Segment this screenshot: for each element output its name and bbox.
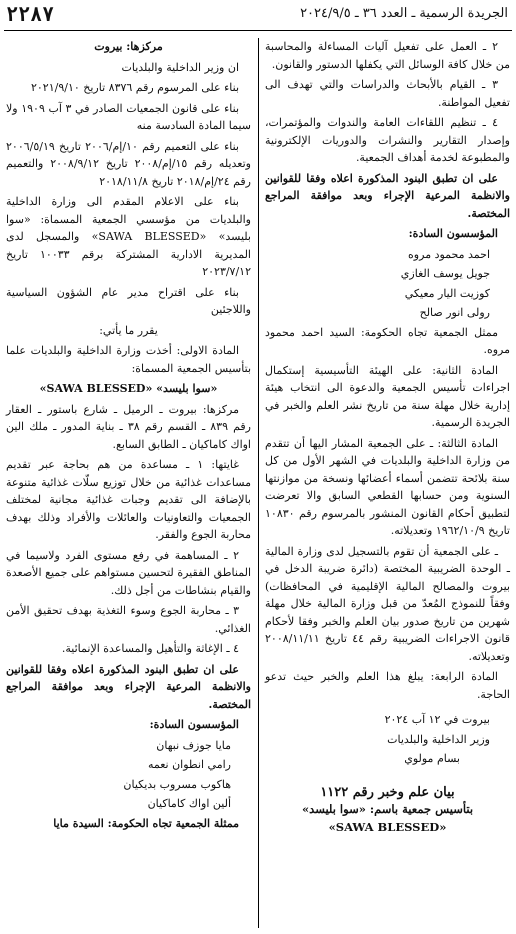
founder-name: هاكوب مسروب بديكيان xyxy=(123,777,231,791)
preamble-4: بناء على التعميم رقم ١٠/إم/٢٠٠٦ تاريخ ٢٠٠٦/٥/١٩ وتعديله رقم ١٥/إم/٢٠٠٨ تاريخ ٢٠٠٨/٩/١٢ والتعميم رقم ٢٤/إم/٢٠١٨ تاريخ ٢٠١٨/١١/٨ xyxy=(6,139,251,188)
founder-name: جويل يوسف الغازي xyxy=(400,267,490,280)
association-hq: مركزها: بيروت ـ الرميل ـ شارع باستور ـ العقار رقم ٨٣٩ ـ القسم رقم ٣٨ ـ بناية المدور ـ ملك الين اواك كاماكيان ـ الطابق السابع. xyxy=(6,402,251,451)
founders-title: المؤسسون السادة: xyxy=(408,227,498,240)
signature-date: بيروت في ١٢ آب ٢٠٢٤ xyxy=(384,713,490,726)
notice-latin-name: «SAWA BLESSED» xyxy=(328,819,447,834)
conditional-clause: على ان تطبق البنود المذكورة اعلاه وفقا للقوانين والانظمة المرعية الإجراء وبعد موافقة المراجع المختصة. xyxy=(265,171,510,220)
article-4: المادة الرابعة: يبلغ هذا العلم والخبر حيث تدعو الحاجة. xyxy=(265,670,510,701)
page-header xyxy=(0,0,516,34)
minister-title: وزير الداخلية والبلديات xyxy=(387,732,490,746)
preamble-5: بناء على الاعلام المقدم الى وزارة الداخلية والبلديات من مؤسسي الجمعية المسماة: «سوا بليسد» «SAWA BLESSED» والمسجل لدى المديرية الادارية المشتركة برقم ١٠٠٣٣ تاريخ ٢٠٢٣/٧/١٢ xyxy=(6,195,251,278)
column-divider xyxy=(258,38,259,928)
gov-representative: ممثل الجمعية تجاه الحكومة: السيد احمد محمود مروه. xyxy=(265,325,510,356)
minister-name: بسام مولوي xyxy=(404,752,460,765)
preamble-6: بناء على اقتراح مدير عام الشؤون السياسية واللاجئين xyxy=(6,285,251,316)
article-1: المادة الاولى: أخذت وزارة الداخلية والبلديات علما بتأسيس الجمعية المسماة: xyxy=(6,344,251,375)
founders-title: المؤسسون السادة: xyxy=(149,718,239,731)
page-number: ٢٢٨٧ xyxy=(6,2,55,26)
header-title: الجريدة الرسمية ـ العدد ٣٦ ـ ٢٠٢٤/٩/٥ xyxy=(300,6,508,21)
item-3: ٣ ـ القيام بالأبحاث والدراسات والتي تهدف الى تفعيل المواطنة. xyxy=(265,78,510,109)
goal-2: ٢ ـ المساهمة في رفع مستوى الفرد ولاسيما في المناطق الفقيرة لتحسين مستواهم على جميع الأصعدة والقيام بنشاطات من أجل ذلك. xyxy=(6,548,251,597)
notice-title: بيان علم وخبر رقم ١١٢٢ xyxy=(320,784,455,800)
conditional-clause: على ان تطبق البنود المذكورة اعلاه وفقا للقوانين والانظمة المرعية الإجراء وبعد موافقة المراجع المختصة. xyxy=(6,662,251,711)
article-2: المادة الثانية: على الهيئة التأسيسية إستكمال اجراءات تأسيس الجمعية والدعوة الى انتخاب هيئة إدارية خلال مهلة سنة من تاريخ نشر العلم والخبر في الجريدة الرسمية. xyxy=(265,363,510,429)
goal-3: ٣ ـ محاربة الجوع وسوء التغذية بهدف تحقيق الأمن الغذائي. xyxy=(6,604,251,635)
decides: يقرر ما يأتي: xyxy=(99,323,158,337)
header-rule xyxy=(4,30,512,31)
item-2: ٢ ـ العمل على تفعيل آليات المساءلة والمحاسبة من خلال كافة الوسائل التي يكفلها الدستور والقانون. xyxy=(265,40,510,71)
goal-1: غايتها: ١ ـ مساعدة من هم بحاجة عبر تقديم مساعدات غذائية من خلال توزيع سلّات غذائية متنوعة بالإضافة الى تقديم وجبات غذائية مجانية لمختلف الجمعيات والتعاونيات والعائلات والأفراد وذلك بهدف محاربة الجوع والفقر. xyxy=(6,458,251,541)
preamble-2: بناء على المرسوم رقم ٨٣٧٦ تاريخ ٢٠٢١/٩/١٠ xyxy=(30,81,239,94)
article-3: المادة الثالثة: ـ على الجمعية المشار اليها أن تتقدم من وزارة الداخلية والبلديات في الشهر الأول من كل سنة بلائحة تتضمن أسماء أعضائها ونسخة من موازنتها السنوية ومن حسابها القطعي السابق والا تعرضت لتطبيق أحكام القانون المنشور بالمرسوم رقم ١٠٨٣٠ تاريخ ١٩٦٢/١٠/٩ وتعديلاته. xyxy=(265,436,510,537)
association-name: «سوا بليسد» «SAWA BLESSED» xyxy=(39,382,218,395)
goal-4: ٤ ـ الإغاثة والتأهيل والمساعدة الإنمائية. xyxy=(61,642,239,655)
preamble-1: ان وزير الداخلية والبلديات xyxy=(121,60,239,74)
left-column xyxy=(6,38,251,835)
founder-name: مايا جوزف نبهان xyxy=(156,738,231,752)
preamble-3: بناء على قانون الجمعيات الصادر في ٣ آب ١٩٠٩ ولا سيما المادة السادسة منه xyxy=(6,101,251,132)
right-column xyxy=(265,38,510,836)
founder-name: ألين اواك كاماكيان xyxy=(147,797,231,810)
headquarters: مركزها: بيروت xyxy=(94,40,163,53)
notice-subtitle: بتأسيس جمعية باسم: «سوا بليسد» xyxy=(301,802,474,816)
founder-name: احمد محمود مروه xyxy=(408,247,490,261)
article-3-tax: ـ على الجمعية أن تقوم بالتسجيل لدى وزارة المالية ـ الوحدة الضريبية المختصة (دائرة ضريبة الدخل في بيروت والمصالح المالية الإقليمية في المحافظات) وفقاً للنموذج المُعدّ من قبل وزارة المالية خلال مهلة شهرين من تاريخ صدور بيان العلم والخبر وفقا لأحكام قانون الاجراءات الضريبية رقم ٤٤ تاريخ ٢٠٠٨/١١/١١ وتعديلاته. xyxy=(265,544,510,663)
item-4: ٤ ـ تنظيم اللقاءات العامة والندوات والمؤتمرات، وإصدار التقارير والنشرات والدوريات الإلكترونية والمطبوعة لخدمة أهداف الجمعية. xyxy=(265,116,510,164)
gov-representative: ممثلة الجمعية تجاه الحكومة: السيدة مايا xyxy=(53,816,239,830)
founder-name: رولى انور صالح xyxy=(419,306,490,319)
founder-name: كوزيت اليار معيكي xyxy=(404,286,490,300)
founder-name: رامي انطوان نعمه xyxy=(147,758,231,771)
